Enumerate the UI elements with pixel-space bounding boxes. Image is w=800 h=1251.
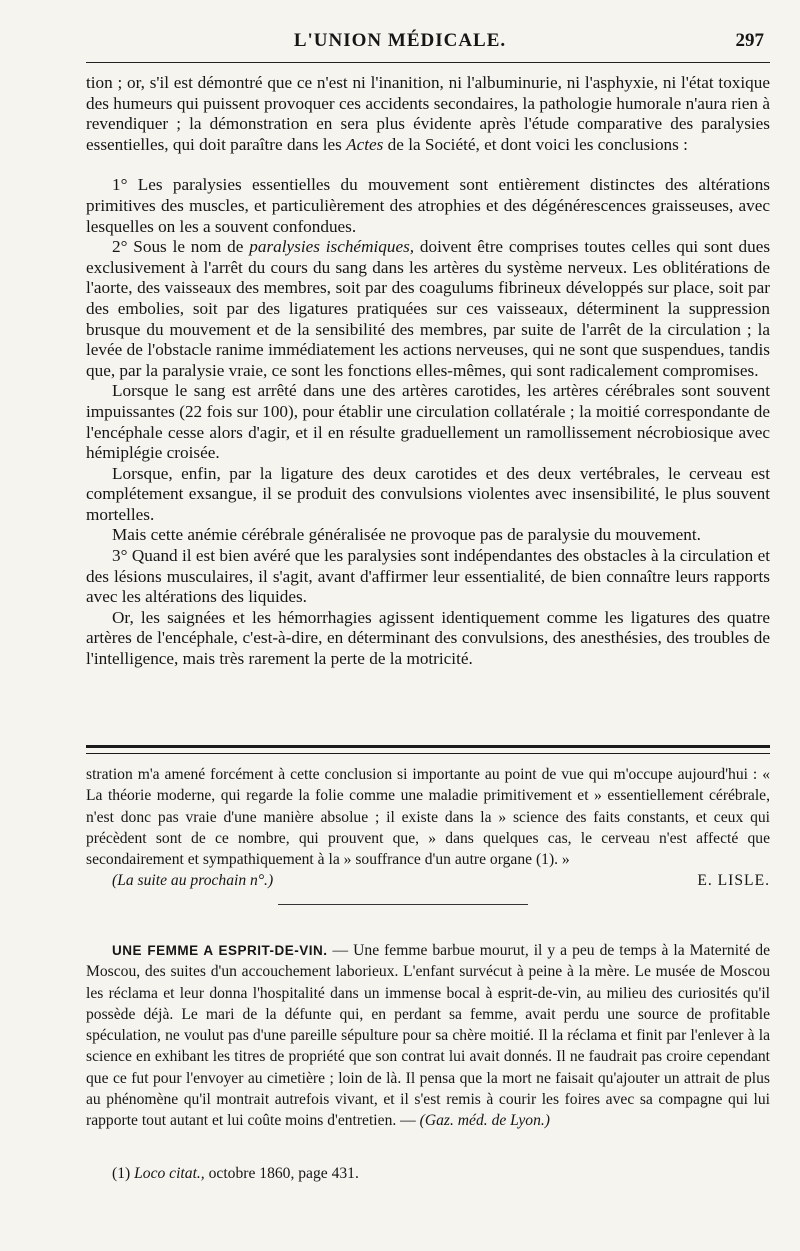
footnote-text — [86, 1163, 770, 1184]
conclusion-2 — [86, 237, 770, 381]
ischemic-term: paralysies ischémiques, — [249, 237, 415, 257]
intro-text: tion ; or, s'il est démontré que ce n'est ni l'inanition, ni l'albuminurie, ni l'asphyxie, ni l'état toxique des humeurs qui puissent provoquer ces accidents secondaires, la pathologie humorale n'aura rien à revendiquer ; la démonstration en sera plus évidente après l'étude comparative des paralysies essentielles, qui doit paraître dans les — [86, 73, 770, 154]
footnote — [86, 1163, 770, 1184]
section-divider — [86, 745, 770, 754]
main-text — [86, 73, 770, 670]
anemia-paragraph: Mais cette anémie cérébrale généralisée ne provoque pas de paralysie du mouvement. — [112, 525, 701, 545]
conclusion-2-start: 2° Sous le nom de — [112, 237, 244, 257]
footnote-marker: (1) — [112, 1165, 131, 1182]
conclusion-2-text: doivent être comprises toutes celles qui sont dues exclusivement à l'arrêt du cours du sang dans les artères du système nerveux. Les oblitérations de l'aorte, des vaisseaux des membres, soit par des coagulums fibrineux développés sur place, soit par des embolies, soit par des ligatures pratiquées sur ces vaisseaux, déterminent la suppression brusque du mouvement et de la sensibilité des membres, par suite de l'arrêt de la circulation ; la levée de l'obstacle ranime immédiatement les actions nerveuses, qui ne sont que suspendues, tandis que, par la paralysie vraie, ce sont les fonctions elles-mêmes, qui sont radicalement compromises. — [86, 237, 771, 380]
ligature-paragraph: Lorsque, enfin, par la ligature des deux carotides et des deux vertébrales, le cerveau est complétement exsangue, il se produit des convulsions violentes avec insensibilité, le plus souvent mortelles. — [86, 463, 770, 524]
lower-paragraph: stration m'a amené forcément à cette conclusion si importante au point de vue qui m'occupe aujourd'hui : « La théorie moderne, qui regarde la folie comme une maladie primitivement et » essentiellement cérébrale, n'est donc pas vraie d'une manière absolue ; il existe dans la » science des faits constants, et ceux qui précèdent sont de ce nombre, qui prouvent que, » dans quelques cas, le cerveau n'est affecté que secondairement et sympathiquement à la » souffrance d'un autre organe (1). » — [86, 766, 770, 869]
conclusion-1: 1° Les paralysies essentielles du mouvement sont entièrement distinctes des altérations primitives des muscles, et particulièrement des atrophies et des dégénérescences graisseuses, avec lesquelles on les a souvent confondues. — [86, 175, 770, 236]
carotid-paragraph: Lorsque le sang est arrêté dans une des artères carotides, les artères cérébrales sont souvent impuissantes (22 fois sur 100), pour établir une circulation collatérale ; la moitié correspondante de l'encéphale cesse alors d'agir, et il en résulte graduellement un ramollissement nécrobiosique avec hémiplégie croisée. — [86, 381, 770, 463]
conclusion-3: 3° Quand il est bien avéré que les paralysies sont indépendantes des obstacles à la circulation et des lésions musculaires, il s'agit, avant d'affirmer leur essentialité, de bien connaître leurs rapports avec les altérations des liquides. — [86, 546, 770, 607]
short-rule — [278, 904, 528, 905]
signature-line — [86, 870, 770, 891]
continued-text — [86, 764, 770, 892]
author-signature: E. LISLE. — [697, 872, 770, 890]
anecdote-title: UNE FEMME A ESPRIT-DE-VIN. — [112, 943, 328, 958]
anecdote-source: (Gaz. méd. de Lyon.) — [419, 1112, 550, 1130]
page-number: 297 — [735, 30, 764, 51]
anecdote-text: — Une femme barbue mourut, il y a peu de temps à la Maternité de Moscou, des suites d'un accouchement laborieux. L'enfant survécut à peine à la mère. Le musée de Moscou les réclama et leur donna l'hospitalité dans un immense bocal à esprit-de-vin, au milieu des curiosités qu'il possède déjà. Le mari de la défunte qui, en perdant sa femme, avait perdu une source de profitable spéculation, ne voulut pas d'une pareille sépulture pour sa chère moitié. Il la réclama et finit par l'enlever à la science en exhibant les titres de propriété que son contrat lui avait donnés. Il ne faudrait pas croire cependant que ce fut pour l'envoyer au cimetière ; loin de là. Il pensa que la mort ne faisait qu'ajouter un attrait de plus au phénomène qu'il montrait autrefois vivant, et il s'est remis à courir les foires avec sa compagne qui lui rapporte tout autant et lui coûte moins d'entretien. — — [86, 942, 770, 1130]
running-header — [0, 30, 800, 56]
journal-title: L'UNION MÉDICALE. — [293, 30, 507, 51]
header-rule — [86, 62, 770, 63]
actes-italic: Actes — [346, 134, 384, 154]
footnote-body: octobre 1860, page 431. — [208, 1165, 359, 1182]
intro-paragraph — [86, 73, 770, 155]
continued-note: (La suite au prochain n°.) — [112, 872, 274, 890]
footnote-italic: Loco citat., — [134, 1165, 205, 1182]
anecdote — [86, 940, 770, 1132]
anecdote-paragraph — [86, 940, 770, 1132]
intro-end: de la Société, et dont voici les conclusions : — [387, 134, 688, 154]
hemorrhage-paragraph: Or, les saignées et les hémorrhagies agissent identiquement comme les ligatures des quatre artères de l'encéphale, c'est-à-dire, en déterminant des convulsions, des anesthésies, des troubles de l'intelligence, mais très rarement la perte de la motricité. — [86, 607, 770, 669]
